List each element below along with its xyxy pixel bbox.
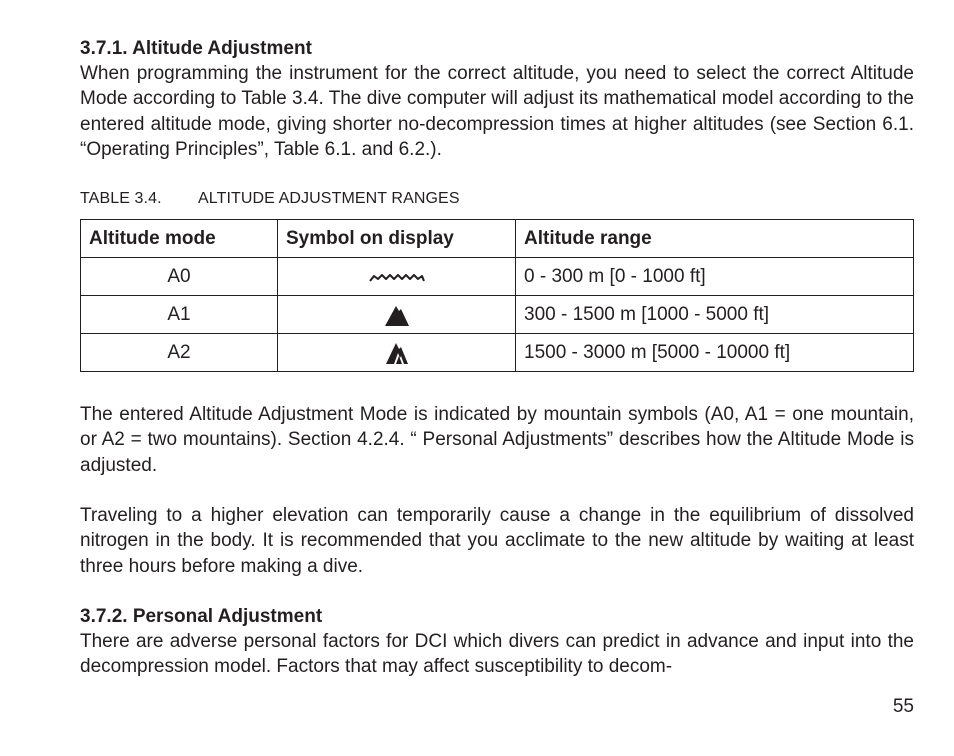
waves-icon <box>368 270 426 284</box>
table-caption <box>80 188 914 210</box>
altitude-mode-cell: A0 <box>81 258 278 296</box>
altitude-mode-cell: A2 <box>81 334 278 372</box>
altitude-range-cell: 1500 - 3000 m [5000 - 10000 ft] <box>516 334 914 372</box>
section-heading-personal-adjustment: 3.7.2. Personal Adjustment <box>80 605 323 627</box>
symbol-cell <box>278 258 516 296</box>
table-row <box>81 296 914 334</box>
altitude-range-cell: 0 - 300 m [0 - 1000 ft] <box>516 258 914 296</box>
acclimation-paragraph: Traveling to a higher elevation can temporarily cause a change in the equilibrium of dissolved nitrogen in the body. It is recommended that you acclimate to the new altitude by waiting at least three hours before making a dive. <box>80 505 914 577</box>
table-row <box>81 334 914 372</box>
table-caption-number: TABLE 3.4. <box>80 190 162 208</box>
table-row <box>81 258 914 296</box>
mountain-symbols-paragraph: The entered Altitude Adjustment Mode is indicated by mountain symbols (A0, A1 = one mountain, or A2 = two mountains). Section 4.2.4. “ Personal Adjustments” describes how the Altitude Mode is adjusted. <box>80 404 914 476</box>
page-content <box>80 36 914 680</box>
altitude-range-cell: 300 - 1500 m [1000 - 5000 ft] <box>516 296 914 334</box>
altitude-adjustment-intro: When programming the instrument for the correct altitude, you need to select the correct Altitude Mode according to Table 3.4. The dive computer will adjust its mathematical model according to the entered altitude mode, giving shorter no-decompression times at higher altitudes (see Section 6.1. “Operating Principles”, Table 6.1. and 6.2.). <box>80 63 914 160</box>
one-mountain-icon <box>383 303 411 327</box>
two-mountains-icon <box>384 340 410 366</box>
header-symbol-on-display: Symbol on display <box>278 220 516 258</box>
altitude-mode-cell: A1 <box>81 296 278 334</box>
page-number: 55 <box>892 696 914 717</box>
header-altitude-mode: Altitude mode <box>81 220 278 258</box>
table-caption-title: ALTITUDE ADJUSTMENT RANGES <box>198 190 460 208</box>
symbol-cell <box>278 296 516 334</box>
symbol-cell <box>278 334 516 372</box>
altitude-ranges-table <box>80 219 914 372</box>
table-header-row <box>81 220 914 258</box>
personal-adjustment-body: There are adverse personal factors for DCI which divers can predict in advance and input into the decompression model. Factors that may affect susceptibility to decom- <box>80 630 914 678</box>
section-heading-altitude-adjustment: 3.7.1. Altitude Adjustment <box>80 38 312 59</box>
header-altitude-range: Altitude range <box>516 220 914 258</box>
